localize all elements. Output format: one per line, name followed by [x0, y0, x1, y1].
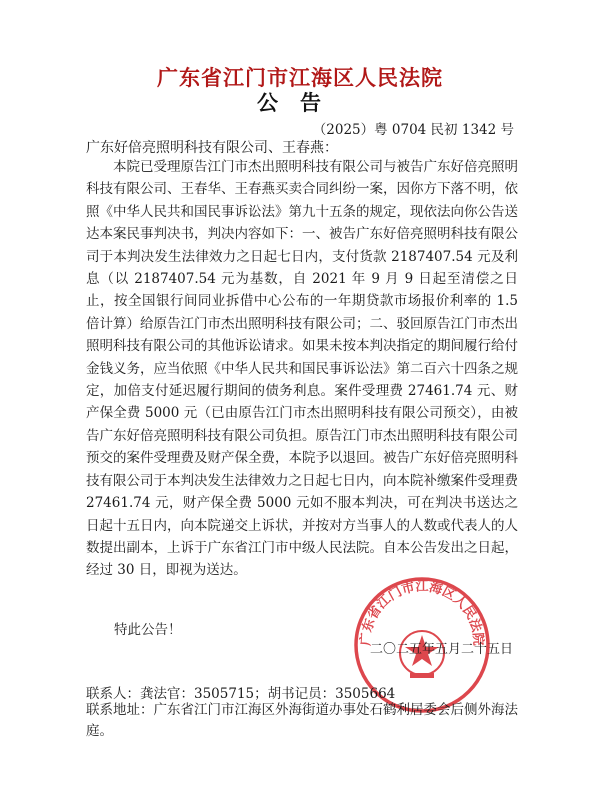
notice-body: 本院已受理原告江门市杰出照明科技有限公司与被告广东好倍亮照明科技有限公司、王春华、王春燕买卖合同纠纷一案，因你方下落不明，依照《中华人民共和国民事诉讼法》第九十五条的规定，现依法向你公告送达本案民事判决书，判决内容如下：一、被告广东好倍亮照明科技有限公司于本判决发生法律效力之日起七日内，支付货款 2187407.54 元及利息（以 2187407.54 元为基数，自 2021 年 9 月 9 日起至清偿之日止，按全国银行间同业拆借中心公布的一年期贷款市场报价利率的 1.5 倍计算）给原告江门市杰出照明科技有限公司；二、驳回原告江门市杰出照明科技有限公司的其他诉讼请求。如果未按本判决指定的期间履行给付金钱义务，应当依照《中华人民共和国民事诉讼法》第二百六十四条之规定，加倍支付延迟履行期间的债务利息。案件受理费 27461.74 元、财产保全费 5000 元（已由原告江门市杰出照明科技有限公司预交），由被告广东好倍亮照明科技有限公司负担。原告江门市杰出照明科技有限公司预交的案件受理费及财产保全费，本院予以退回。被告广东好倍亮照明科技有限公司于本判决发生法律效力之日起七日内，向本院补缴案件受理费 27461.74 元，财产保全费 5000 元如不服本判决，可在判决书送达之日起十五日内，向本院递交上诉状，并按对方当事人的人数或代表人的人数提出副本，上诉于广东省江门市中级人民法院。自本公告发出之日起，经过 30 日，即视为送达。: [86, 159, 518, 579]
closing-remark: 特此公告！: [114, 622, 182, 638]
court-name: 广东省江门市江海区人民法院: [157, 65, 443, 90]
notice-date: 二〇二五年五月二十五日: [369, 642, 513, 657]
case-number: （2025）粤 0704 民初 1342 号: [312, 122, 514, 138]
contact-info: 联系人：龚法官：3505715；胡书记员：3505664: [86, 686, 396, 702]
addressee: 广东好倍亮照明科技有限公司、王春燕：: [86, 140, 338, 156]
document-type-title: 公告: [257, 90, 343, 115]
seal-text: 广东省江门市江海区人民法院: [358, 579, 486, 647]
contact-address: 联系地址：广东省江门市江海区外海街道办事处石鹤利居委会后侧外海法庭。: [86, 702, 518, 739]
